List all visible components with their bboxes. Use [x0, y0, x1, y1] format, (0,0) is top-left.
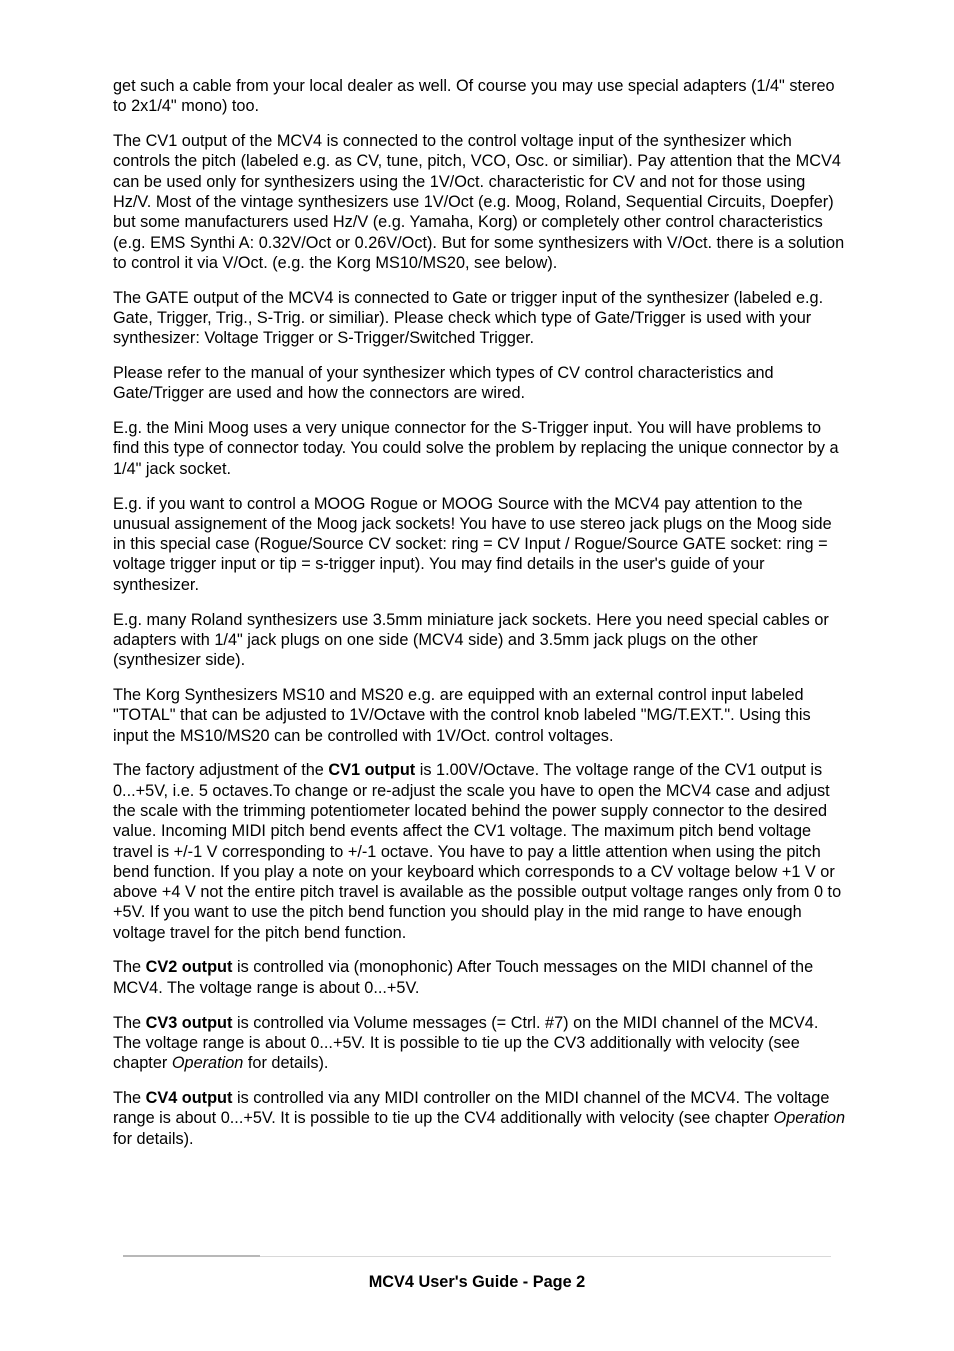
- paragraph-mini-moog: [113, 418, 848, 479]
- page-footer: MCV4 User's Guide - Page 2: [368, 1273, 586, 1291]
- paragraph-refer-manual: [113, 363, 848, 404]
- italic-term: Operation: [171, 1054, 244, 1073]
- text-run: is 1.00V/Octave. The voltage range of the CV1 output is 0...+5V, i.e. 5 octaves.To change or re-adjust the scale you have to open the MCV4 case and adjust the scale with the trimming potentiometer located behind the power supply connector to the desired value. Incoming MIDI pitch bend events affect the CV1 voltage. The maximum pitch bend voltage travel is +/-1 V corresponding to +/-1 octave. You have to pay a little attention when using the pitch bend function. If you play a note on your keyboard which corresponds to a CV voltage below +1 V or above +4 V not the entire pitch travel is available as the possible output voltage ranges only from 0 to +5V. If you want to use the pitch bend function you should play in the mid range to have enough voltage travel for the pitch bend function.: [113, 761, 842, 942]
- italic-term: Operation: [773, 1109, 846, 1128]
- text-run: for details).: [113, 1129, 194, 1148]
- text-run: The GATE output of the MCV4 is connected to Gate or trigger input of the synthesizer (labeled e.g. Gate, Trigger, Trig., S-Trig. or similiar). Please check which type of Gate/Trigger is used with your synthesizer: Voltage Trigger or S-Trigger/Switched Trigger.: [113, 288, 824, 348]
- text-run: The: [113, 1088, 146, 1107]
- text-run: The: [113, 958, 146, 977]
- bold-term: CV1 output: [328, 761, 416, 780]
- text-run: E.g. the Mini Moog uses a very unique connector for the S-Trigger input. You will have problems to find this type of connector today. You could solve the problem by replacing the unique connector by a 1/4" jack socket.: [113, 419, 839, 478]
- text-run: is controlled via any MIDI controller on the MIDI channel of the MCV4. The voltage range is about 0...+5V. It is possible to tie up the CV4 additionally with velocity (see chapter: [113, 1088, 830, 1128]
- text-run: The factory adjustment of the: [113, 761, 329, 780]
- text-run: Please refer to the manual of your synthesizer which types of CV control characteristics and Gate/Trigger are used and how the connectors are wired.: [113, 364, 774, 403]
- paragraph-cv2-output: [113, 957, 848, 998]
- paragraph-cable-adapters: [113, 76, 848, 117]
- paragraph-roland-jacks: [113, 610, 848, 671]
- paragraph-korg-ms10-ms20: [113, 685, 848, 746]
- text-run: E.g. if you want to control a MOOG Rogue or MOOG Source with the MCV4 pay attention to the unusual assignement of the Moog jack sockets! You have to use stereo jack plugs on the Moog side in this special case (Rogue/Source CV socket: ring = CV Input / Rogue/Source GATE socket: ring = voltage trigger input or tip = s-trigger input). You may find details in the user's guide of your synthesizer.: [113, 494, 832, 594]
- footer-divider-accent: [123, 1255, 260, 1257]
- text-run: The: [113, 1013, 146, 1032]
- text-run: for details).: [243, 1054, 329, 1073]
- paragraph-cv1-factory-adjustment: [113, 760, 848, 943]
- paragraph-moog-rogue-source: [113, 494, 848, 595]
- bold-term: CV3 output: [145, 1013, 233, 1032]
- text-run: is controlled via (monophonic) After Touch messages on the MIDI channel of the MCV4. The voltage range is about 0...+5V.: [113, 958, 814, 997]
- text-run: is controlled via Volume messages (= Ctrl. #7) on the MIDI channel of the MCV4. The voltage range is about 0...+5V. It is possible to tie up the CV3 additionally with velocity (see chapter: [113, 1013, 819, 1073]
- bold-term: CV2 output: [145, 958, 233, 977]
- text-run: get such a cable from your local dealer as well. Of course you may use special adapters (1/4" stereo to 2x1/4" mono) too.: [113, 77, 835, 116]
- bold-term: CV4 output: [145, 1088, 233, 1107]
- text-run: The CV1 output of the MCV4 is connected to the control voltage input of the synthesizer which controls the pitch (labeled e.g. as CV, tune, pitch, VCO, Osc. or similiar). Pay attention that the MCV4 can be used only for synthesizers using the 1V/Oct. characteristic for CV and not for those using Hz/V. Most of the vintage synthesizers use 1V/Oct (e.g. Moog, Roland, Sequential Circuits, Doepfer) but some manufacturers used Hz/V (e.g. Yamaha, Korg) or completely other control characteristics (e.g. EMS Synthi A: 0.32V/Oct or 0.26V/Oct). But for some synthesizers with V/Oct. there is a solution to control it via V/Oct. (e.g. the Korg MS10/MS20, see below).: [113, 132, 845, 272]
- text-run: The Korg Synthesizers MS10 and MS20 e.g. are equipped with an external control input labeled "TOTAL" that can be adjusted to 1V/Octave with the control knob labeled "MG/T.EXT.". Using this input the MS10/MS20 can be controlled with 1V/Oct. control voltages.: [113, 685, 811, 745]
- text-run: E.g. many Roland synthesizers use 3.5mm miniature jack sockets. Here you need special cables or adapters with 1/4" jack plugs on one side (MCV4 side) and 3.5mm jack plugs on the other (synthesizer side).: [113, 610, 829, 670]
- paragraph-gate-output: [113, 288, 848, 349]
- paragraph-cv3-output: [113, 1013, 848, 1074]
- page-body: [113, 76, 848, 1163]
- paragraph-cv1-output-pitch: [113, 131, 848, 273]
- paragraph-cv4-output: [113, 1088, 848, 1149]
